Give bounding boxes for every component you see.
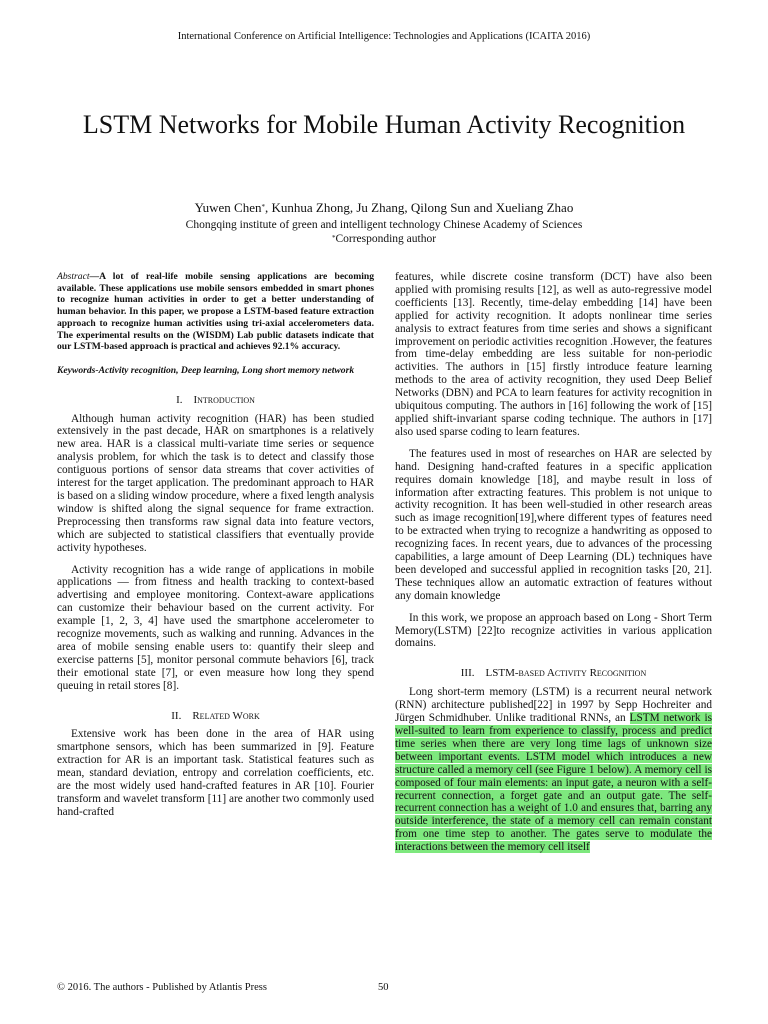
author-list — [0, 200, 768, 216]
section-heading-introduction — [57, 394, 374, 407]
section-number: III. — [460, 667, 475, 680]
abstract — [57, 271, 374, 353]
running-header: International Conference on Artificial Intelligence: Technologies and Applications (ICAITA 2016) — [177, 31, 591, 42]
highlighted-text[interactable]: LSTM network is well-suited to learn from experience to classify, process and predict time series when there are very long time lags of unknown size between important events. LSTM model which introduces a new structure called a memory cell (see Figure 1 below). A memory cell is composed of four main elements: an input gate, a neuron with a self-recurrent connection, a forget gate and an output gate. The self-recurrent connection has a weight of 1.0 and ensures that, barring any outside interference, the state of a memory cell can remain constant from one time step to another. The gates serve to modulate the interactions between the memory cell itself — [395, 712, 712, 854]
paragraph — [395, 686, 712, 854]
section-title: LSTM-based Activity Recognition — [485, 667, 647, 680]
copyright-footer: © 2016. The authors - Published by Atlantis Press — [57, 982, 267, 993]
paper-title: LSTM Networks for Mobile Human Activity Recognition — [82, 110, 686, 139]
section-number: II. — [171, 709, 182, 722]
section-heading-related-work — [57, 710, 374, 723]
page-number: 50 — [378, 982, 389, 993]
abstract-text: —A lot of real-life mobile sensing applications are becoming available. These applications use mobile sensors embedded in smart phones to recognize human activities in order to get a better understanding of human behavior. In this paper, we propose a LSTM-based feature extraction approach to recognize human activities using tri-axial accelerometers data. The experimental results on the (WISDM) Lab public datasets indicate that our LSTM-based approach is practical and achieves 92.1% accuracy. — [57, 271, 374, 353]
section-number: I. — [176, 393, 183, 406]
corresponding-mark: * — [261, 203, 265, 211]
paragraph: Although human activity recognition (HAR) has been studied extensively in the past decade, HAR on smartphones is a relatively new area. HAR is a classical multi-variate time series or sequence analysis problem, for which the task is to detect and classify those contiguous portions of sensor data streams that cover activities of interest for the target application. The predominant approach to HAR is based on a sliding window procedure, where a fixed length analysis window is shifted along the signal sequence for frame extraction. Preprocessing then transforms raw signal data into feature vectors, which are subjected to statistical classifiers that eventually provide activity hypotheses. — [57, 412, 374, 554]
paragraph: Extensive work has been done in the area of HAR using smartphone sensors, which has been summarized in [9]. Feature extraction for AR is an important task. Statistical features such as mean, standard deviation, entropy and correlation coefficients, etc. are the most widely used hand-crafted features in AR [10]. Fourier transform and wavelet transform [11] are another two commonly used hand-crafted — [57, 728, 374, 818]
other-authors: , Kunhua Zhong, Ju Zhang, Qilong Sun and Xueliang Zhao — [264, 200, 574, 215]
first-author: Yuwen Chen — [194, 200, 262, 215]
abstract-label: Abstract — [57, 271, 90, 282]
affiliation: Chongqing institute of green and intelligent technology Chinese Academy of Sciences — [185, 219, 583, 231]
paragraph-text: Long short-term memory (LSTM) is a recurrent neural network (RNN) architecture published[22] in 1997 by Sepp Hochreiter and Jürgen Schmidhuber. Unlike traditional RNNs, an — [395, 686, 712, 725]
section-title: Related Work — [192, 709, 260, 722]
paragraph: The features used in most of researches on HAR are selected by hand. Designing hand-crafted features in a specific application requires domain knowledge [18], and maybe result in loss of information after extracting features. This problem is not unique to activity recognition. It has been well-studied in other research areas such as image recognition[19],where different types of features need to be extracted when trying to recognize a handwriting as opposed to recognizing faces. In recent years, due to advances of the processing capabilities, a large amount of Deep Learning (DL) techniques have been developed and successful applied in recognition tasks [20, 21]. These techniques allow an automatic extraction of features without any domain knowledge — [395, 447, 712, 602]
section-heading-lstm — [395, 667, 712, 680]
paragraph-continued: features, while discrete cosine transform (DCT) have also been applied with promising results [12], as well as auto-regressive model coefficients [13]. Recently, time-delay embedding [14] have been applied for activity recognition. It adopts nonlinear time series analysis to extract features from time series and shows a significant improvement on periodic activities recognition .However, the features from time-delay embedding are less suitable for non-periodic activities. The authors in [15] firstly introduce feature learning methods to the area of activity recognition, they used Deep Belief Networks (DBN) and PCA to learn features for activity recognition in ubiquitous computing. The authors in [16] following the work of [15] applied shift-invariant sparse coding technique. The authors in [17] also used sparse coding to learn features. — [395, 271, 712, 438]
corresponding-note-mark: * — [331, 234, 336, 242]
keywords: Keywords-Activity recognition, Deep learning, Long short memory network — [57, 364, 355, 376]
right-column — [395, 271, 712, 854]
corresponding-note — [0, 232, 768, 246]
section-title: Introduction — [193, 393, 255, 406]
corresponding-note-text: Corresponding author — [335, 233, 437, 245]
paragraph: In this work, we propose an approach based on Long - Short Term Memory(LSTM) [22]to recognize activities in various application domains. — [395, 611, 712, 650]
left-column — [57, 271, 374, 819]
paragraph: Activity recognition has a wide range of applications in mobile applications — from fitness and health tracking to context-based advertising and employee monitoring. Context-aware applications can customize their behaviour based on the current activity. For example [1, 2, 3, 4] have used the smartphone accelerometer to recognize movements, such as walking and running. Advances in the area of mobile sensing enable users to: quantify their sleep and exercise patterns [5], monitor personal commute behaviors [6], track their emotional state [7], or even measure how long they spend queuing in retail stores [8]. — [57, 563, 374, 692]
